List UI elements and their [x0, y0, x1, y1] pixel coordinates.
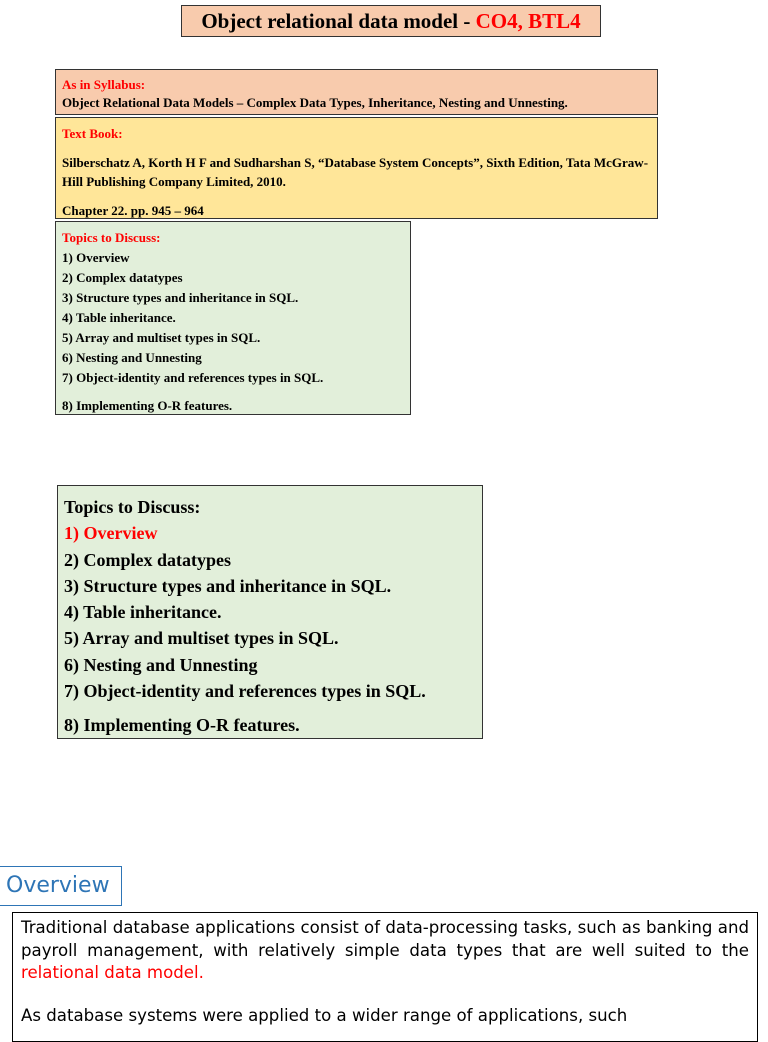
topics-large-item: 4) Table inheritance.	[64, 602, 222, 623]
topics-large-item: 5) Array and multiset types in SQL.	[64, 628, 339, 649]
topics-large-item: 7) Object-identity and references types in SQL.	[64, 681, 426, 702]
topics-small-heading: Topics to Discuss:	[62, 230, 161, 245]
syllabus-box	[55, 69, 658, 115]
topics-large-item: 2) Complex datatypes	[64, 549, 231, 570]
topics-small-item: 5) Array and multiset types in SQL.	[62, 330, 261, 345]
overview-heading: Overview	[0, 866, 122, 906]
overview-paragraph-2: As database systems were applied to a wider range of applications, such	[21, 1005, 628, 1025]
overview-paragraph-1	[21, 917, 749, 985]
textbook-heading: Text Book:	[62, 126, 123, 141]
topics-small-item: 6) Nesting and Unnesting	[62, 350, 202, 365]
topics-large-item: 6) Nesting and Unnesting	[64, 654, 258, 675]
title-highlight: CO4, BTL4	[475, 9, 581, 33]
topics-large-item: 1) Overview	[64, 523, 158, 544]
syllabus-heading: As in Syllabus:	[62, 77, 146, 92]
topics-small-item: 7) Object-identity and references types in SQL.	[62, 370, 324, 385]
topics-list-small	[55, 221, 411, 415]
paragraph-1-text: Traditional database applications consist of data-processing tasks, such as banking and payroll management, with relatively simple data types that are well suited to the	[21, 918, 749, 960]
textbook-box	[55, 117, 658, 219]
overview-text-box	[12, 912, 758, 1042]
topics-small-item: 3) Structure types and inheritance in SQL.	[62, 290, 299, 305]
page-title	[181, 5, 601, 37]
syllabus-text: Object Relational Data Models – Complex Data Types, Inheritance, Nesting and Unnesting.	[62, 95, 568, 110]
topics-small-item: 8) Implementing O-R features.	[62, 398, 233, 413]
topics-small-item: 1) Overview	[62, 250, 130, 265]
topics-large-item: 8) Implementing O-R features.	[64, 715, 300, 736]
topics-large-heading: Topics to Discuss:	[64, 497, 201, 517]
textbook-chapter: Chapter 22. pp. 945 – 964	[62, 203, 204, 218]
topics-large-item: 3) Structure types and inheritance in SQL.	[64, 575, 392, 596]
topics-small-item: 2) Complex datatypes	[62, 270, 183, 285]
paragraph-1-highlight: relational data model.	[21, 963, 204, 983]
topics-list-large	[57, 485, 483, 739]
topics-small-item: 4) Table inheritance.	[62, 310, 176, 325]
title-text: Object relational data model -	[201, 9, 476, 33]
textbook-reference: Silberschatz A, Korth H F and Sudharshan S, “Database System Concepts”, Sixth Edition, Tata McGraw-Hill Publishing Company Limited, 2010.	[62, 155, 649, 189]
